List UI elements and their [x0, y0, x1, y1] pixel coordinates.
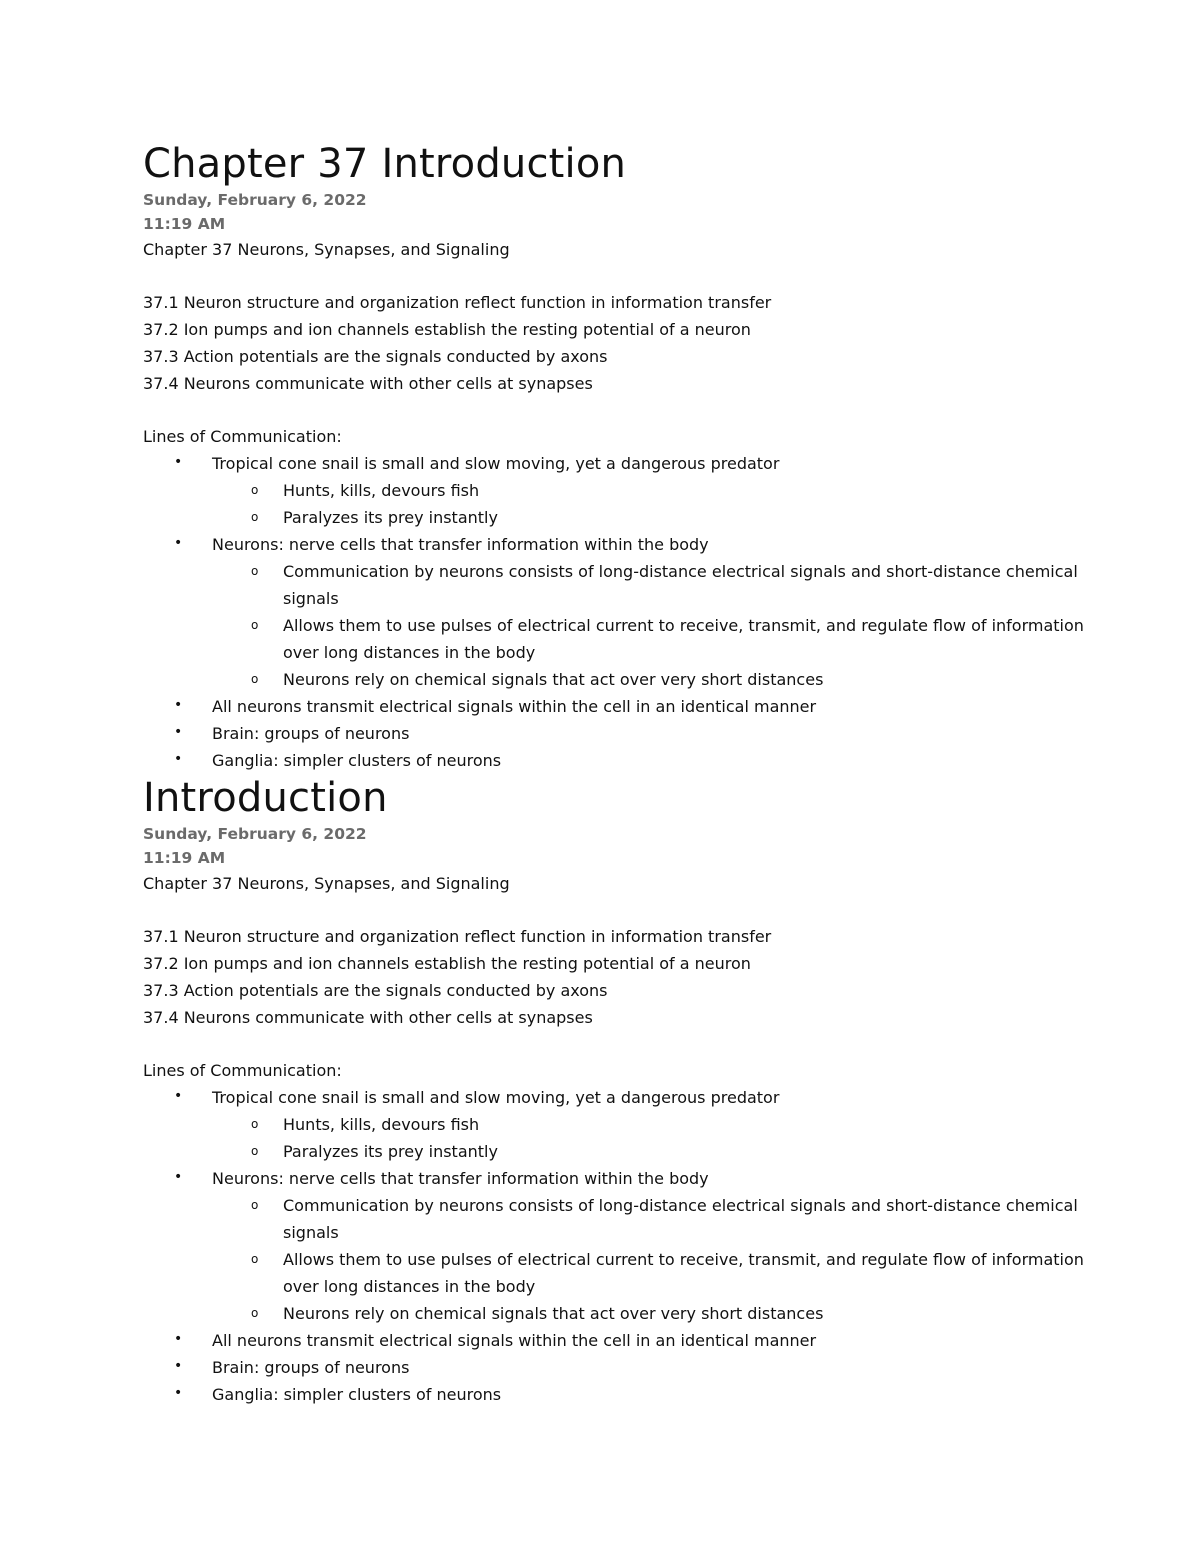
sub-list-item — [143, 558, 1103, 612]
list-item — [143, 450, 1103, 531]
list-item-text: Brain: groups of neurons — [212, 1358, 410, 1377]
section-line: 37.4 Neurons communicate with other cells at synapses — [143, 374, 593, 393]
section-line: 37.1 Neuron structure and organization reflect function in information transfer — [143, 927, 772, 946]
list-item-text: Neurons: nerve cells that transfer information within the body — [212, 535, 709, 554]
list-item — [143, 1354, 1103, 1381]
list-item — [143, 1381, 1103, 1408]
sub-bullet-list — [212, 558, 1103, 693]
bullet-icon: • — [174, 1088, 183, 1104]
bullet-icon: • — [174, 1385, 183, 1401]
section-line: 37.3 Action potentials are the signals conducted by axons — [143, 347, 608, 366]
note-date: Sunday, February 6, 2022 — [143, 191, 367, 209]
list-item — [143, 531, 1103, 693]
list-item — [143, 720, 1103, 747]
bullet-icon: • — [174, 1169, 183, 1185]
sub-list-item — [143, 1138, 1103, 1165]
bullet-icon: • — [174, 535, 183, 551]
sub-list-item — [143, 477, 1103, 504]
sub-list-item-text: Neurons rely on chemical signals that act over very short distances — [283, 1304, 824, 1323]
list-item — [143, 1084, 1103, 1165]
blank-line — [143, 1031, 1103, 1057]
sub-list-item-text: Paralyzes its prey instantly — [283, 1142, 498, 1161]
sub-list-item-text: Hunts, kills, devours fish — [283, 481, 480, 500]
sub-bullet-icon: o — [251, 672, 259, 686]
note-subtitle: Chapter 37 Neurons, Synapses, and Signaling — [143, 874, 510, 893]
bullet-list — [143, 450, 1103, 774]
blank-line — [143, 263, 1103, 289]
list-item-text: All neurons transmit electrical signals within the cell in an identical manner — [212, 1331, 817, 1350]
sub-bullet-icon: o — [251, 618, 259, 632]
sub-bullet-list — [212, 1111, 1103, 1165]
sub-list-item-text: Allows them to use pulses of electrical current to receive, transmit, and regulate flow of information over long distances in the body — [283, 616, 1084, 662]
bullet-icon: • — [174, 724, 183, 740]
section-line: 37.4 Neurons communicate with other cells at synapses — [143, 1008, 593, 1027]
sub-list-item — [143, 1246, 1103, 1300]
note-time: 11:19 AM — [143, 849, 226, 867]
sub-bullet-icon: o — [251, 510, 259, 524]
sub-list-item — [143, 612, 1103, 666]
bullet-icon: • — [174, 697, 183, 713]
sub-list-item — [143, 504, 1103, 531]
list-item — [143, 1165, 1103, 1327]
note-date: Sunday, February 6, 2022 — [143, 825, 367, 843]
sub-list-item — [143, 666, 1103, 693]
sub-list-item — [143, 1300, 1103, 1327]
sub-list-item-text: Allows them to use pulses of electrical current to receive, transmit, and regulate flow of information over long distances in the body — [283, 1250, 1084, 1296]
note-subtitle: Chapter 37 Neurons, Synapses, and Signaling — [143, 240, 510, 259]
bullet-icon: • — [174, 454, 183, 470]
list-heading: Lines of Communication: — [143, 1061, 342, 1080]
sub-list-item-text: Paralyzes its prey instantly — [283, 508, 498, 527]
sub-list-item — [143, 1111, 1103, 1138]
list-heading: Lines of Communication: — [143, 427, 342, 446]
sub-bullet-icon: o — [251, 1306, 259, 1320]
list-item — [143, 693, 1103, 720]
sub-bullet-icon: o — [251, 1198, 259, 1212]
note-time: 11:19 AM — [143, 215, 226, 233]
section-line: 37.1 Neuron structure and organization reflect function in information transfer — [143, 293, 772, 312]
bullet-icon: • — [174, 751, 183, 767]
list-item-text: Neurons: nerve cells that transfer information within the body — [212, 1169, 709, 1188]
section-line: 37.2 Ion pumps and ion channels establish the resting potential of a neuron — [143, 320, 751, 339]
sub-list-item-text: Communication by neurons consists of long-distance electrical signals and short-distance chemical signals — [283, 562, 1078, 608]
sub-bullet-icon: o — [251, 1144, 259, 1158]
sub-bullet-list — [212, 477, 1103, 531]
note-section — [143, 140, 1103, 774]
sub-list-item-text: Neurons rely on chemical signals that act over very short distances — [283, 670, 824, 689]
sub-bullet-list — [212, 1192, 1103, 1327]
note-title: Chapter 37 Introduction — [143, 141, 627, 187]
list-item-text: Brain: groups of neurons — [212, 724, 410, 743]
sub-bullet-icon: o — [251, 564, 259, 578]
list-item — [143, 747, 1103, 774]
bullet-icon: • — [174, 1331, 183, 1347]
list-item — [143, 1327, 1103, 1354]
list-item-text: Tropical cone snail is small and slow moving, yet a dangerous predator — [212, 454, 780, 473]
section-line: 37.2 Ion pumps and ion channels establish the resting potential of a neuron — [143, 954, 751, 973]
section-line: 37.3 Action potentials are the signals conducted by axons — [143, 981, 608, 1000]
sub-list-item — [143, 1192, 1103, 1246]
sub-bullet-icon: o — [251, 483, 259, 497]
list-item-text: Tropical cone snail is small and slow moving, yet a dangerous predator — [212, 1088, 780, 1107]
sub-bullet-icon: o — [251, 1252, 259, 1266]
note-title: Introduction — [143, 775, 388, 821]
note-section — [143, 774, 1103, 1408]
bullet-icon: • — [174, 1358, 183, 1374]
sub-bullet-icon: o — [251, 1117, 259, 1131]
bullet-list — [143, 1084, 1103, 1408]
list-item-text: Ganglia: simpler clusters of neurons — [212, 751, 502, 770]
list-item-text: All neurons transmit electrical signals within the cell in an identical manner — [212, 697, 817, 716]
sub-list-item-text: Communication by neurons consists of long-distance electrical signals and short-distance chemical signals — [283, 1196, 1078, 1242]
blank-line — [143, 397, 1103, 423]
list-item-text: Ganglia: simpler clusters of neurons — [212, 1385, 502, 1404]
sub-list-item-text: Hunts, kills, devours fish — [283, 1115, 480, 1134]
blank-line — [143, 897, 1103, 923]
document-page — [143, 140, 1103, 1408]
